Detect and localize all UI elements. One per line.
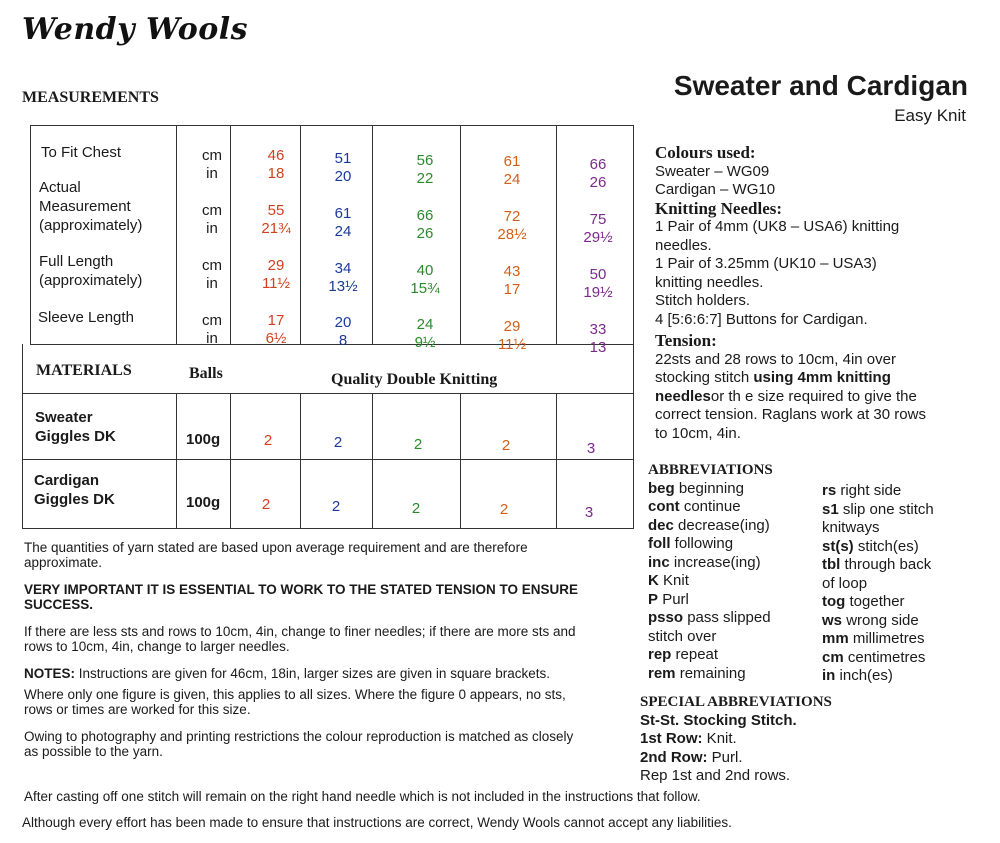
abbr-item: beg beginning (648, 479, 744, 497)
abbr-item: tog together (822, 593, 905, 610)
row-label-length: Full Length (approximately) (39, 253, 143, 289)
abbreviations-heading: ABBREVIATIONS (648, 462, 773, 478)
balls-heading: Balls (189, 365, 223, 382)
unit-cell: cm in (202, 147, 222, 182)
value-cell: 56 22 (416, 152, 434, 187)
unit-cell: cm in (202, 312, 222, 347)
value-cell: 51 20 (334, 150, 352, 185)
tension-line: 22sts and 28 rows to 10cm, 4in over (655, 350, 896, 368)
value-cell: 61 24 (334, 205, 352, 240)
liability-note: Although every effort has been made to ensure that instructions are correct, Wendy Wools cannot accept any liabilities. (22, 815, 732, 830)
ball-count: 2 (263, 432, 273, 449)
casting-off-note: After casting off one stitch will remain on the right hand needle which is not included in the instructions that follow. (24, 789, 701, 804)
special-heading: SPECIAL ABBREVIATIONS (640, 694, 832, 710)
ball-weight: 100g (186, 494, 221, 511)
value-cell: 33 13 (589, 321, 607, 356)
yarn-quality-heading: Quality Double Knitting (331, 371, 498, 388)
abbr-item: P Purl (648, 590, 689, 608)
value-cell: 34 13½ (328, 260, 358, 295)
needles-note: If there are less sts and rows to 10cm, 4in, change to finer needles; if there are more sts and rows to 10cm, 4in, change to larger needles. (24, 624, 576, 654)
needles-line: 4 [5:6:6:7] Buttons for Cardigan. (655, 310, 868, 328)
colour-line: Cardigan – WG10 (655, 181, 776, 198)
tension-heading: Tension: (655, 331, 717, 350)
colours-heading: Colours used: (655, 143, 756, 162)
value-cell: 50 19½ (583, 266, 613, 301)
ball-count: 2 (333, 434, 343, 451)
ball-count: 2 (261, 496, 271, 513)
abbreviations-list-left (648, 461, 818, 683)
abbr-item: in inch(es) (822, 667, 893, 684)
repeat-line: Rep 1st and 2nd rows. (640, 767, 791, 784)
material-label-cardigan: Cardigan Giggles DK (34, 472, 115, 508)
needles-line: Stitch holders. (655, 292, 751, 309)
unit-cell: cm in (202, 202, 222, 237)
abbr-item: cont continue (648, 498, 741, 515)
tension-warning: VERY IMPORTANT IT IS ESSENTIAL TO WORK TO THE STATED TENSION TO ENSURE SUCCESS. (24, 582, 579, 612)
row-label-actual: Actual Measurement (approximately) (39, 179, 143, 234)
tension-line: needlesor th e size required to give the (655, 387, 917, 405)
sizes-note: NOTES: Instructions are given for 46cm, 18in, larger sizes are given in square brackets. (24, 666, 550, 681)
value-cell: 43 17 (503, 263, 521, 298)
unit-cell: cm in (202, 257, 222, 292)
ball-count: 2 (501, 437, 511, 454)
needles-line: 1 Pair of 4mm (UK8 – USA6) knitting (655, 218, 900, 235)
abbr-item: rs right side (822, 482, 902, 499)
value-cell: 29 11½ (261, 257, 291, 292)
abbr-item: of loop (822, 574, 868, 592)
abbr-item: s1 slip one stitch (822, 500, 934, 518)
abbr-item: cm centimetres (822, 648, 926, 666)
ball-count: 3 (586, 440, 596, 457)
ball-weight: 100g (186, 431, 221, 448)
row-label-sleeve: Sleeve Length (38, 309, 134, 326)
requirements-column (655, 144, 985, 443)
abbreviations-list-right (822, 482, 992, 686)
materials-heading: MATERIALS (36, 362, 132, 379)
abbr-item: mm millimetres (822, 630, 925, 647)
abbr-item: knitways (822, 519, 880, 536)
ball-count: 2 (411, 500, 421, 517)
material-label-sweater: Sweater Giggles DK (35, 409, 116, 445)
tension-line: correct tension. Raglans work at 30 rows (655, 406, 926, 423)
value-cell: 46 18 (267, 147, 285, 182)
abbr-item: stitch over (648, 627, 717, 645)
row-2-line: 2nd Row: Purl. (640, 748, 743, 766)
single-figure-note: Where only one figure is given, this applies to all sizes. Where the figure 0 appears, no sts, rows or times are worked for this size. (24, 687, 566, 717)
needles-line: knitting needles. (655, 273, 764, 291)
value-cell: 29 11½ (497, 318, 527, 353)
quantities-note: The quantities of yarn stated are based upon average requirement and are therefore approximate. (24, 540, 528, 570)
row-label-chest: To Fit Chest (41, 144, 122, 161)
needles-heading: Knitting Needles: (655, 198, 783, 218)
abbr-item: st(s) stitch(es) (822, 537, 919, 555)
ball-count: 2 (413, 436, 423, 453)
abbr-item: inc increase(ing) (648, 553, 761, 571)
value-cell: 61 24 (503, 153, 521, 188)
value-cell: 55 21¾ (261, 202, 291, 237)
needles-line: 1 Pair of 3.25mm (UK10 – USA3) (655, 255, 877, 272)
value-cell: 20 8 (334, 314, 352, 349)
tension-line: stocking stitch using 4mm knitting (655, 369, 891, 386)
value-cell: 17 6½ (265, 312, 287, 347)
abbr-item: psso pass slipped (648, 609, 771, 626)
abbr-item: dec decrease(ing) (648, 516, 770, 534)
ball-count: 2 (499, 501, 509, 518)
abbr-item: rem remaining (648, 664, 746, 682)
tension-line: to 10cm, 4in. (655, 424, 741, 442)
special-abbreviations (640, 693, 990, 786)
abbr-item: tbl through back (822, 556, 932, 573)
abbr-item: foll following (648, 535, 734, 552)
abbr-item: ws wrong side (822, 611, 919, 629)
row-1-line: 1st Row: Knit. (640, 730, 737, 747)
ball-count: 2 (331, 498, 341, 515)
value-cell: 75 29½ (583, 211, 613, 246)
photography-note: Owing to photography and printing restrictions the colour reproduction is matched as closely as possible to the yarn. (24, 729, 574, 759)
measurements-heading: MEASUREMENTS (22, 89, 159, 106)
colour-line: Sweater – WG09 (655, 162, 770, 180)
value-cell: 72 28½ (497, 208, 527, 243)
abbr-item: K Knit (648, 572, 689, 589)
measurements-table (22, 125, 634, 529)
value-cell: 24 9½ (414, 316, 436, 351)
page-title: Sweater and Cardigan (673, 70, 968, 101)
abbr-item: rep repeat (648, 646, 719, 663)
value-cell: 66 26 (416, 207, 434, 242)
needles-line: needles. (655, 236, 712, 254)
notes-section (24, 540, 624, 765)
stst-line: St-St. Stocking Stitch. (640, 711, 797, 729)
value-cell: 66 26 (589, 156, 607, 191)
page-subtitle: Easy Knit (894, 106, 966, 125)
brand-logo: Wendy Wools (22, 12, 249, 47)
value-cell: 40 15¾ (410, 262, 440, 297)
ball-count: 3 (584, 504, 594, 521)
